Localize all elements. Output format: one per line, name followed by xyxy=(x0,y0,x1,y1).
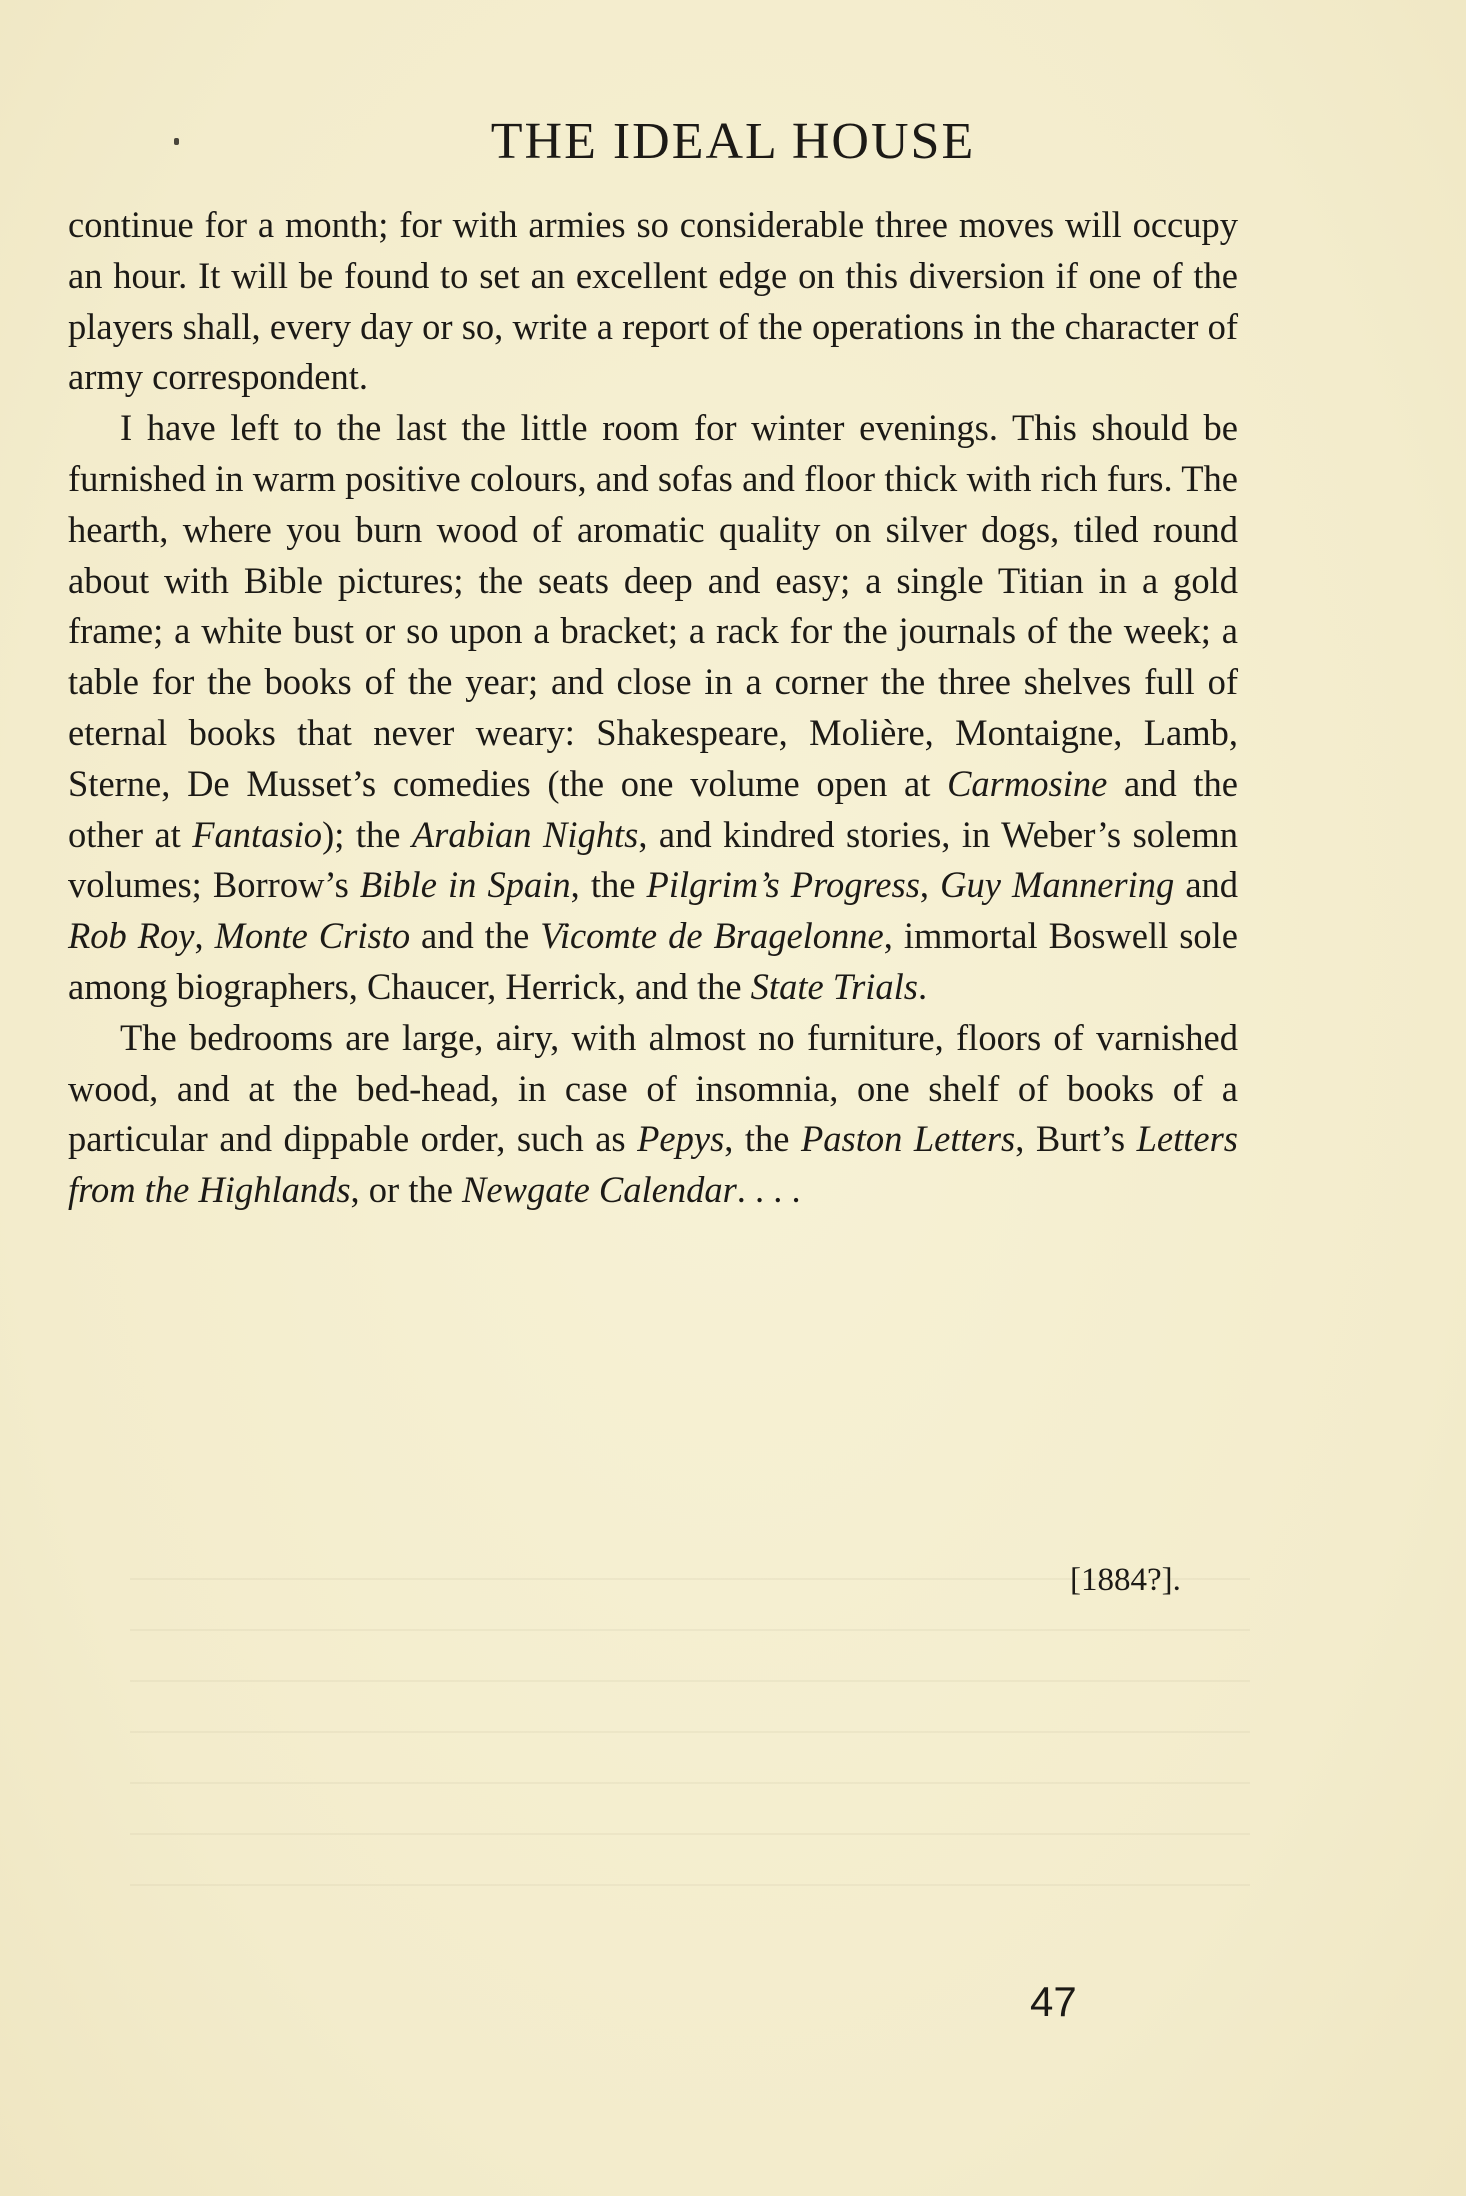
italic-title: Pilgrim’s Progress xyxy=(646,864,920,906)
italic-title: Arabian Nights xyxy=(411,813,639,855)
running-head: THE IDEAL HOUSE xyxy=(490,113,976,170)
italic-title: Fantasio xyxy=(192,813,323,855)
italic-title: Bible in Spain xyxy=(359,864,571,906)
italic-title: Paston Letters xyxy=(800,1118,1016,1160)
text-run: ); the xyxy=(322,813,412,855)
italic-title: Vicomte de Bragelonne xyxy=(540,915,884,957)
text-run: , xyxy=(194,915,215,957)
paragraph xyxy=(68,200,1238,403)
text-run: , the xyxy=(724,1118,801,1160)
italic-title: Guy Mannering xyxy=(940,864,1175,906)
text-run: , xyxy=(919,864,941,906)
date-note: [1884?]. xyxy=(1070,1562,1181,1598)
text-run: and the other at xyxy=(68,762,1238,855)
text-run: . . . . xyxy=(736,1169,801,1211)
page-number: 47 xyxy=(1030,1978,1077,2025)
text-run: and xyxy=(1174,864,1239,906)
paragraph xyxy=(68,1013,1238,1216)
text-run: and the xyxy=(410,915,541,957)
text-run: , immortal Boswell sole among biographers, Chaucer, Herrick, and the xyxy=(68,915,1238,1007)
text-run: I have left to the last the little room for winter evenings. This should be furnished in warm positive colours, and sofas and floor thick with rich furs. The hearth, where you burn wood of aromatic quality on silver dogs, tiled round about with Bible pictures; the seats deep and easy; a single Titian in a gold frame; a white bust or so upon a bracket; a rack for the journals of the week; a table for the books of the year; and close in a corner the three shelves full of eternal books that never weary: Shakespeare, Molière, Montaigne, Lamb, Sterne, De Musset’s comedies (the one volume open at xyxy=(68,407,1238,804)
text-run: . xyxy=(918,965,928,1007)
italic-title: Carmosine xyxy=(947,762,1108,804)
text-run: , or the xyxy=(350,1169,463,1211)
italic-title: State Trials xyxy=(750,965,919,1007)
text-run: , Burt’s xyxy=(1015,1118,1137,1160)
italic-title: Letters from the Highlands xyxy=(68,1118,1239,1211)
text-run: , and kindred stories, in Weber’s solemn volumes; Borrow’s xyxy=(68,813,1238,906)
body-text xyxy=(68,200,1238,1216)
italic-title: Newgate Calendar xyxy=(462,1169,737,1211)
text-run: continue for a month; for with armies so considerable three moves will occupy an hour. It will be found to set an excellent edge on this diversion if one of the players shall, every day or so, write a report of the operations in the character of army correspondent. xyxy=(68,204,1238,398)
text-run: , the xyxy=(570,864,647,906)
italic-title: Pepys xyxy=(637,1118,725,1160)
paragraph xyxy=(68,403,1238,1013)
italic-title: Rob Roy xyxy=(68,915,195,957)
text-run: The bedrooms are large, airy, with almost no furniture, floors of varnished wood, and at the bed-head, in case of insomnia, one shelf of books of a particular and dippable order, such as xyxy=(68,1016,1238,1160)
italic-title: Monte Cristo xyxy=(214,915,411,957)
